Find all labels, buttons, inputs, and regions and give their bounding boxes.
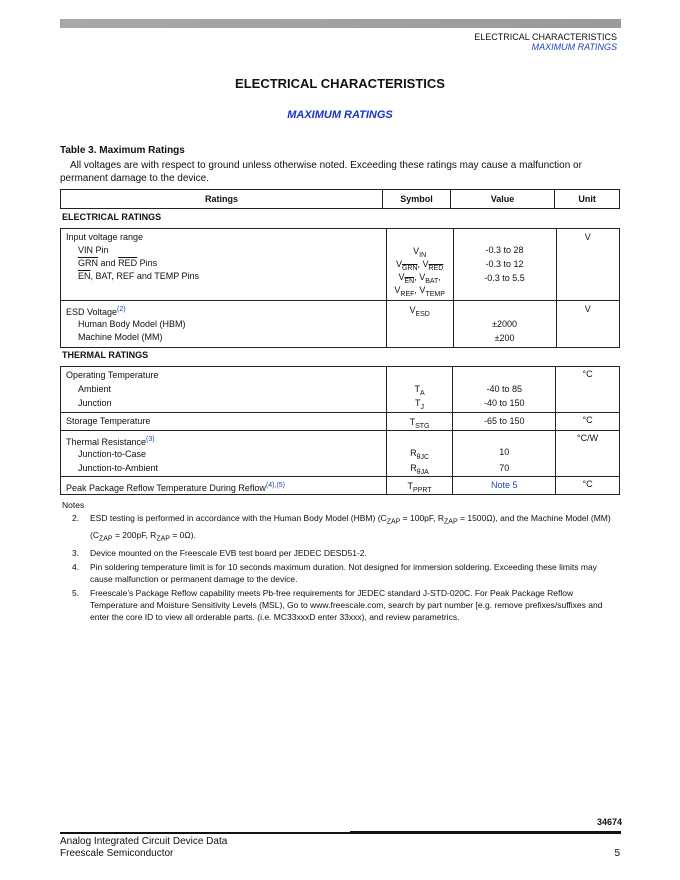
input-voltage-unit: V: [556, 229, 620, 301]
reflow-cell: [61, 477, 387, 495]
esd-symbol: $V_{ESD}$: [386, 301, 453, 348]
table-row: [61, 413, 620, 431]
symbol-ref-temp: $V_{REF}$, $V_{TEMP}$: [394, 285, 445, 298]
en-pins-label: $\overline{EN}$, BAT, REF and TEMP Pins: [78, 271, 200, 281]
ja-label: Junction-to-Ambient: [78, 463, 159, 473]
footer-rule-thick: [350, 831, 621, 834]
section-thermal: THERMAL RATINGS: [62, 350, 149, 360]
ratings-table-header: [60, 189, 620, 209]
header-bar: [60, 19, 621, 28]
esd-note-ref: (2): [117, 306, 126, 313]
storage-temp-value: -65 to 150: [453, 413, 556, 431]
value-vin: -0.3 to 28: [485, 245, 524, 255]
part-number: 34674: [596, 817, 622, 827]
grn-red-label: $\overline{GRN}$ and $\overline{RED}$ Pins: [78, 258, 158, 268]
storage-temp-label: Storage Temperature: [66, 416, 151, 426]
reflow-symbol: $T_{PPRT}$: [386, 477, 453, 495]
note-4: 4. Pin soldering temperature limit is for 10 seconds maximum duration. Not designed for immersion soldering. Exceeding these limits may cause malfunction or permanent damage to the device.: [72, 562, 597, 585]
thermal-resistance-cell: [61, 431, 387, 477]
operating-temp-symbols: [386, 367, 453, 413]
notes-heading: Notes: [62, 500, 85, 510]
operating-temp-label: Operating Temperature: [66, 370, 159, 380]
running-header: [474, 32, 617, 52]
value-rja: 70: [499, 463, 510, 473]
symbol-ta: $T_A$: [414, 384, 425, 397]
notes: [62, 499, 620, 623]
operating-temp-unit: °C: [556, 367, 620, 413]
symbol-grn-red: $V_{\overline{GRN}}$, $V_{\overline{RED}}$: [395, 259, 444, 272]
input-voltage-symbols: [386, 229, 453, 301]
thermal-resistance-unit: °C/W: [556, 431, 620, 477]
note-5: 5. Freescale’s Package Reflow capability meets Pb-free requirements for JEDEC standard J-STD-020C. For Peak Package Reflow Temperature and Moisture Sensitivity Levels (MSL), Go to www.freescale.com, search by part number [e.g. remove prefixes/suffixes and enter the core ID to view all orderable parts. (i.e. MC33xxxD enter 33xxx), and review parametrics.: [72, 588, 603, 623]
storage-temp-cell: [61, 413, 387, 431]
electrical-ratings-table: [60, 228, 620, 348]
value-tj: -40 to 150: [484, 398, 525, 408]
esd-label: ESD Voltage$^{(2)}$: [66, 306, 126, 317]
note-5-link[interactable]: Note 5: [491, 480, 518, 490]
reflow-note-ref: (4),(5): [265, 482, 285, 489]
thermal-ratings-table: [60, 366, 620, 495]
note-3: 3. Device mounted on the Freescale EVB test board per JEDEC DESD51-2.: [72, 548, 367, 559]
value-rjc: 10: [499, 447, 510, 457]
table-row: [61, 367, 620, 413]
section-electrical: ELECTRICAL RATINGS: [62, 212, 162, 222]
operating-temp-values: [453, 367, 556, 413]
value-ta: -40 to 85: [486, 384, 523, 394]
footer-line-2: Freescale Semiconductor: [60, 848, 174, 859]
esd-cell: [61, 301, 387, 348]
col-symbol: Symbol: [383, 190, 451, 209]
reflow-value: [453, 477, 556, 495]
input-voltage-label: Input voltage range: [66, 232, 144, 242]
value-grn-red: -0.3 to 12: [485, 259, 524, 269]
symbol-vin: $V_{IN}$: [413, 246, 427, 259]
input-voltage-values: [453, 229, 556, 301]
esd-hbm-label: Human Body Model (HBM): [78, 319, 186, 329]
page-subtitle: MAXIMUM RATINGS: [287, 109, 393, 121]
thermal-resistance-symbols: [386, 431, 453, 477]
page-number: 5: [614, 848, 620, 859]
reflow-label: Peak Package Reflow Temperature During Reflow$^{(4),(5)}$: [66, 482, 285, 493]
table-row: [61, 431, 620, 477]
note-2: 2. ESD testing is performed in accordance with the Human Body Model (HBM) ($C_{ZAP} = 100pF$, $R_{ZAP} = 1500\Omega$), and the Machine Model (MM) ($C_{ZAP} = 200pF$, $R_{ZAP} = 0\Omega$).: [72, 513, 611, 543]
symbol-rja: $R_{\theta JA}$: [410, 463, 429, 476]
operating-temp-cell: [61, 367, 387, 413]
symbol-rjc: $R_{\theta JC}$: [410, 448, 430, 461]
col-unit: Unit: [555, 190, 620, 209]
symbol-tj: $T_J$: [415, 398, 425, 411]
value-en: -0.3 to 5.5: [484, 273, 525, 283]
table-row: [61, 301, 620, 348]
table-intro: All voltages are with respect to ground unless otherwise noted. Exceeding these ratings may cause a malfunction or permanent damage to the device.: [60, 160, 582, 184]
header-subsection: MAXIMUM RATINGS: [531, 42, 617, 52]
jc-label: Junction-to-Case: [78, 449, 147, 459]
esd-values: [453, 301, 556, 348]
input-voltage-cell: [61, 229, 387, 301]
thermal-note-ref: (3): [146, 436, 155, 443]
table-row: [61, 477, 620, 495]
table-row: [61, 229, 620, 301]
reflow-unit: °C: [556, 477, 620, 495]
thermal-resistance-values: [453, 431, 556, 477]
value-mm: ±200: [494, 333, 515, 343]
col-ratings: Ratings: [61, 190, 383, 209]
storage-temp-unit: °C: [556, 413, 620, 431]
col-value: Value: [450, 190, 554, 209]
footer-line-1: Analog Integrated Circuit Device Data: [60, 836, 228, 847]
symbol-en-bat: $V_{\overline{EN}}$, $V_{BAT}$,: [398, 272, 441, 285]
value-hbm: ±2000: [492, 319, 518, 329]
thermal-resistance-label: Thermal Resistance$^{(3)}$: [66, 436, 155, 447]
ambient-label: Ambient: [78, 384, 112, 394]
esd-unit: V: [556, 301, 620, 348]
vin-pin-label: VIN Pin: [78, 245, 109, 255]
storage-temp-symbol: $T_{STG}$: [386, 413, 453, 431]
page-title: ELECTRICAL CHARACTERISTICS: [235, 76, 445, 91]
table-caption: Table 3. Maximum Ratings: [60, 145, 185, 156]
header-section: ELECTRICAL CHARACTERISTICS: [474, 32, 617, 42]
esd-mm-label: Machine Model (MM): [78, 332, 163, 342]
junction-label: Junction: [78, 398, 112, 408]
